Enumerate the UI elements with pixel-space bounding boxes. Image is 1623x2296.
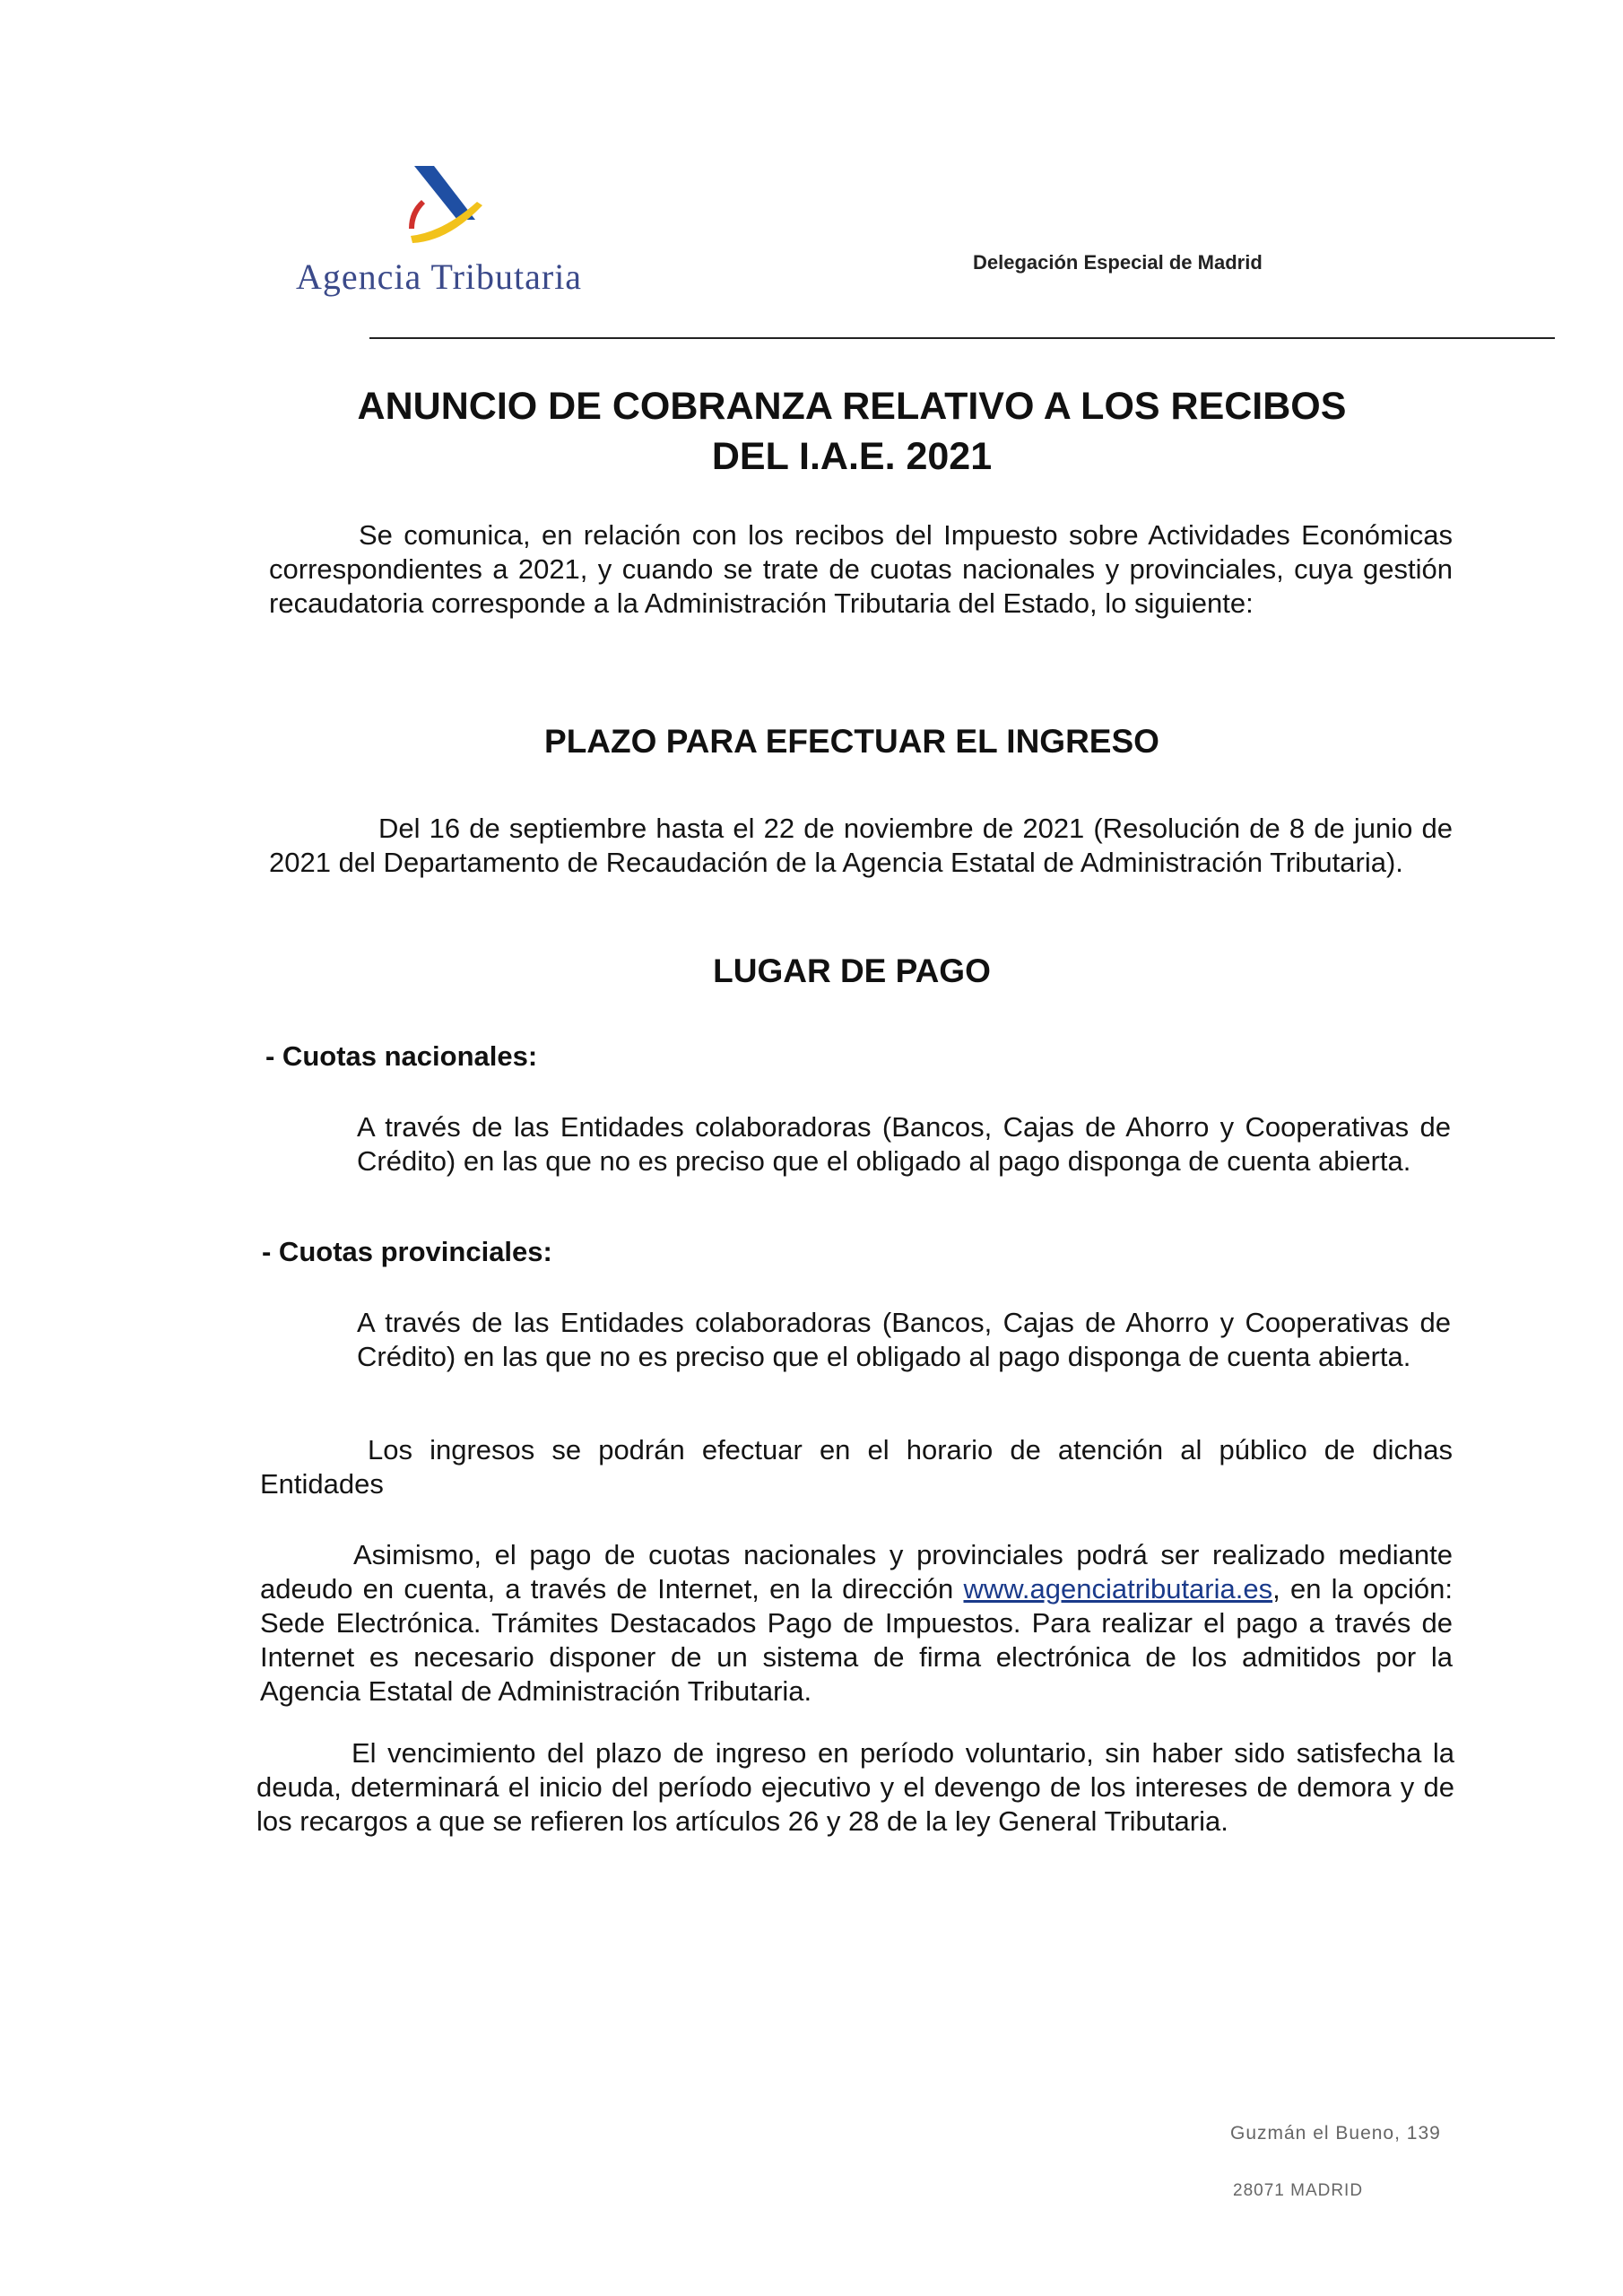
internet-paragraph [260,1538,1453,1709]
cuotas-provinciales-paragraph: A través de las Entidades colaboradoras (Bancos, Cajas de Ahorro y Cooperativas de Crédito) en las que no es preciso que el obligado al pago disponga de cuenta abierta. [357,1307,1451,1372]
cuotas-nacionales-paragraph: A través de las Entidades colaboradoras (Bancos, Cajas de Ahorro y Cooperativas de Crédito) en las que no es preciso que el obligado al pago disponga de cuenta abierta. [357,1111,1451,1177]
internet-text-before: Asimismo, el pago de cuotas nacionales y provinciales podrá ser realizado mediante adeudo en cuenta, a través de Internet, en la dirección [260,1539,1453,1605]
logo-text: Agencia Tributaria [296,257,583,297]
cuotas-nacionales-label: - Cuotas nacionales: [265,1040,538,1072]
intro-paragraph [269,518,1453,621]
plazo-heading: PLAZO PARA EFECTUAR EL INGRESO [544,723,1159,760]
title-line-2: DEL I.A.E. 2021 [711,435,993,478]
agencia-tributaria-link[interactable]: www.agenciatributaria.es [963,1573,1273,1605]
agency-logo [296,166,583,309]
vencimiento-paragraph [256,1736,1454,1839]
internet-text-after: , en la opción: Sede Electrónica. Trámites Destacados Pago de Impuestos. Para realizar el pago a través de Internet es necesario disponer de un sistema de firma electrónica de los admitidos por la Agencia Estatal de Administración Tributaria. [260,1573,1453,1707]
header-divider [369,337,1555,339]
horario-text: Los ingresos se podrán efectuar en el horario de atención al público de dichas Entidades [260,1434,1453,1500]
delegation-label: Delegación Especial de Madrid [973,251,1263,274]
footer-address-city: 28071 MADRID [1233,2181,1364,2200]
horario-paragraph [260,1433,1453,1501]
title-line-1: ANUNCIO DE COBRANZA RELATIVO A LOS RECIBOS [357,385,1347,428]
cuotas-provinciales-label: - Cuotas provinciales: [262,1236,552,1267]
document-title [269,381,1435,482]
lugar-heading: LUGAR DE PAGO [713,952,991,989]
footer-address-street: Guzmán el Bueno, 139 [1230,2123,1441,2144]
plazo-paragraph [269,812,1453,880]
agencia-tributaria-logo-icon [396,166,486,245]
intro-text: Se comunica, en relación con los recibos del Impuesto sobre Actividades Económicas correspondientes a 2021, y cuando se trate de cuotas nacionales y provinciales, cuya gestión recaudatoria corresponde a la Administración Tributaria del Estado, lo siguiente: [269,519,1453,619]
plazo-text: Del 16 de septiembre hasta el 22 de noviembre de 2021 (Resolución de 8 de junio de 2021 del Departamento de Recaudación de la Agencia Estatal de Administración Tributaria). [269,813,1453,878]
vencimiento-text: El vencimiento del plazo de ingreso en período voluntario, sin haber sido satisfecha la deuda, determinará el inicio del período ejecutivo y el devengo de los intereses de demora y de los recargos a que se refieren los artículos 26 y 28 de la ley General Tributaria. [256,1737,1454,1837]
